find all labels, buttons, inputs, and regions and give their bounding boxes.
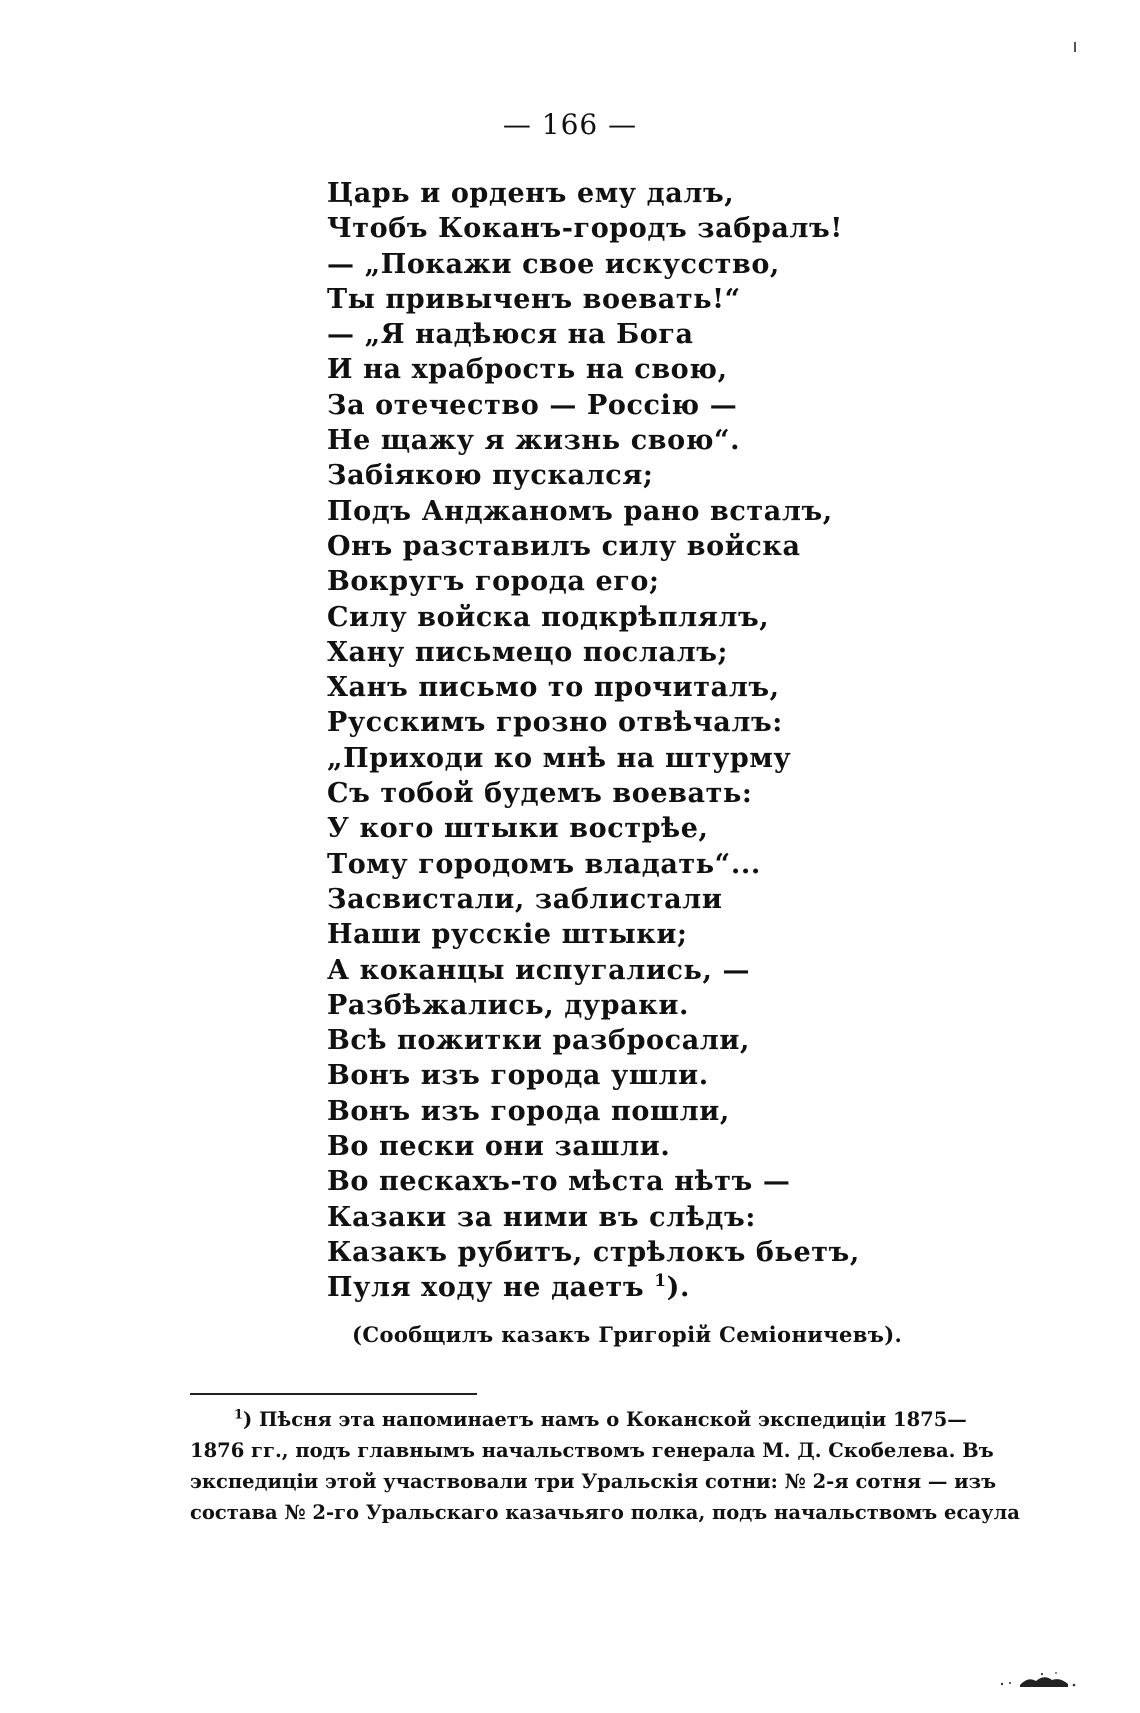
poem-line: Русскимъ грозно отвѣчалъ:	[327, 707, 783, 739]
poem-last-line	[327, 1270, 1047, 1305]
poem-line: Всѣ пожитки разбросали,	[327, 1025, 751, 1057]
poem-line: Онъ разставилъ силу войска	[327, 530, 801, 562]
poem-line: — „Покажи свое искусство,	[327, 248, 780, 280]
attribution: (Сообщилъ казакъ Григорій Семіоничевъ).	[352, 1322, 903, 1347]
footnote-line-text: ) Пѣсня эта напоминаетъ намъ о Коканской экспедиціи 1875—	[243, 1408, 967, 1431]
poem-line: Хану письмецо послалъ;	[327, 636, 729, 668]
poem-line: Ты привыченъ воевать!“	[327, 283, 741, 315]
poem-line: Разбѣжались, дураки.	[327, 989, 689, 1021]
poem-line: Во пески они зашли.	[327, 1131, 671, 1163]
footnote-number: 1	[234, 1407, 244, 1423]
poem-line: Царь и орденъ ему далъ,	[327, 178, 735, 209]
poem-line: Засвистали, заблистали	[327, 883, 723, 915]
poem-line: Казаки за ними въ слѣдъ:	[327, 1201, 756, 1233]
poem-last-line-text: Пуля ходу не даетъ	[327, 1272, 655, 1304]
footnote-divider	[190, 1393, 477, 1395]
footnote-line: состава № 2-го Уральскаго казачьяго полка, подъ начальствомъ есаула	[190, 1501, 1020, 1524]
poem-line: Не щажу я жизнь свою“.	[327, 425, 741, 457]
poem-line: Казакъ рубитъ, стрѣлокъ бьетъ,	[327, 1236, 860, 1268]
poem-line: Вонъ изъ города ушли.	[327, 1060, 709, 1092]
page-number: — 166 —	[502, 108, 638, 141]
poem-line: Вонъ изъ города пошли,	[327, 1095, 730, 1127]
page-edge-mark	[1074, 42, 1076, 52]
poem-line: — „Я надѣюся на Бога	[327, 319, 694, 351]
footnote	[190, 1404, 1020, 1528]
poem	[327, 176, 1047, 1306]
footnote-line	[190, 1404, 1020, 1435]
poem-line: У кого штыки вострѣе,	[327, 813, 709, 845]
poem-line: Силу войска подкрѣплялъ,	[327, 601, 770, 633]
poem-line: „Приходи ко мнѣ на штурму	[327, 742, 792, 774]
footnote-line: экспедиціи этой участвовали три Уральскія сотни: № 2-я сотня — изъ	[190, 1470, 997, 1493]
poem-line: Съ тобой будемъ воевать:	[327, 778, 753, 810]
footnote-line: 1876 гг., подъ главнымъ начальствомъ генерала М. Д. Скобелева. Въ	[190, 1439, 994, 1462]
poem-last-line-close: ).	[666, 1272, 691, 1304]
poem-line: А коканцы испугались, —	[327, 954, 751, 986]
poem-line: Наши русскіе штыки;	[327, 919, 688, 951]
poem-line: И на храбрость на свою,	[327, 354, 728, 386]
poem-line: Вокругъ города его;	[327, 566, 660, 598]
ink-specks	[998, 1668, 1078, 1688]
poem-line: Во пескахъ-то мѣста нѣтъ —	[327, 1166, 791, 1198]
poem-line: Ханъ письмо то прочиталъ,	[327, 672, 780, 704]
poem-line: Забіякою пускался;	[327, 460, 654, 492]
footnote-marker: 1	[654, 1271, 667, 1292]
poem-line: Подъ Анджаномъ рано всталъ,	[327, 495, 833, 527]
poem-line: Чтобъ Коканъ-городъ забралъ!	[327, 213, 843, 245]
poem-line: За отечество — Россію —	[327, 389, 738, 421]
poem-line: Тому городомъ владать“...	[327, 848, 761, 880]
